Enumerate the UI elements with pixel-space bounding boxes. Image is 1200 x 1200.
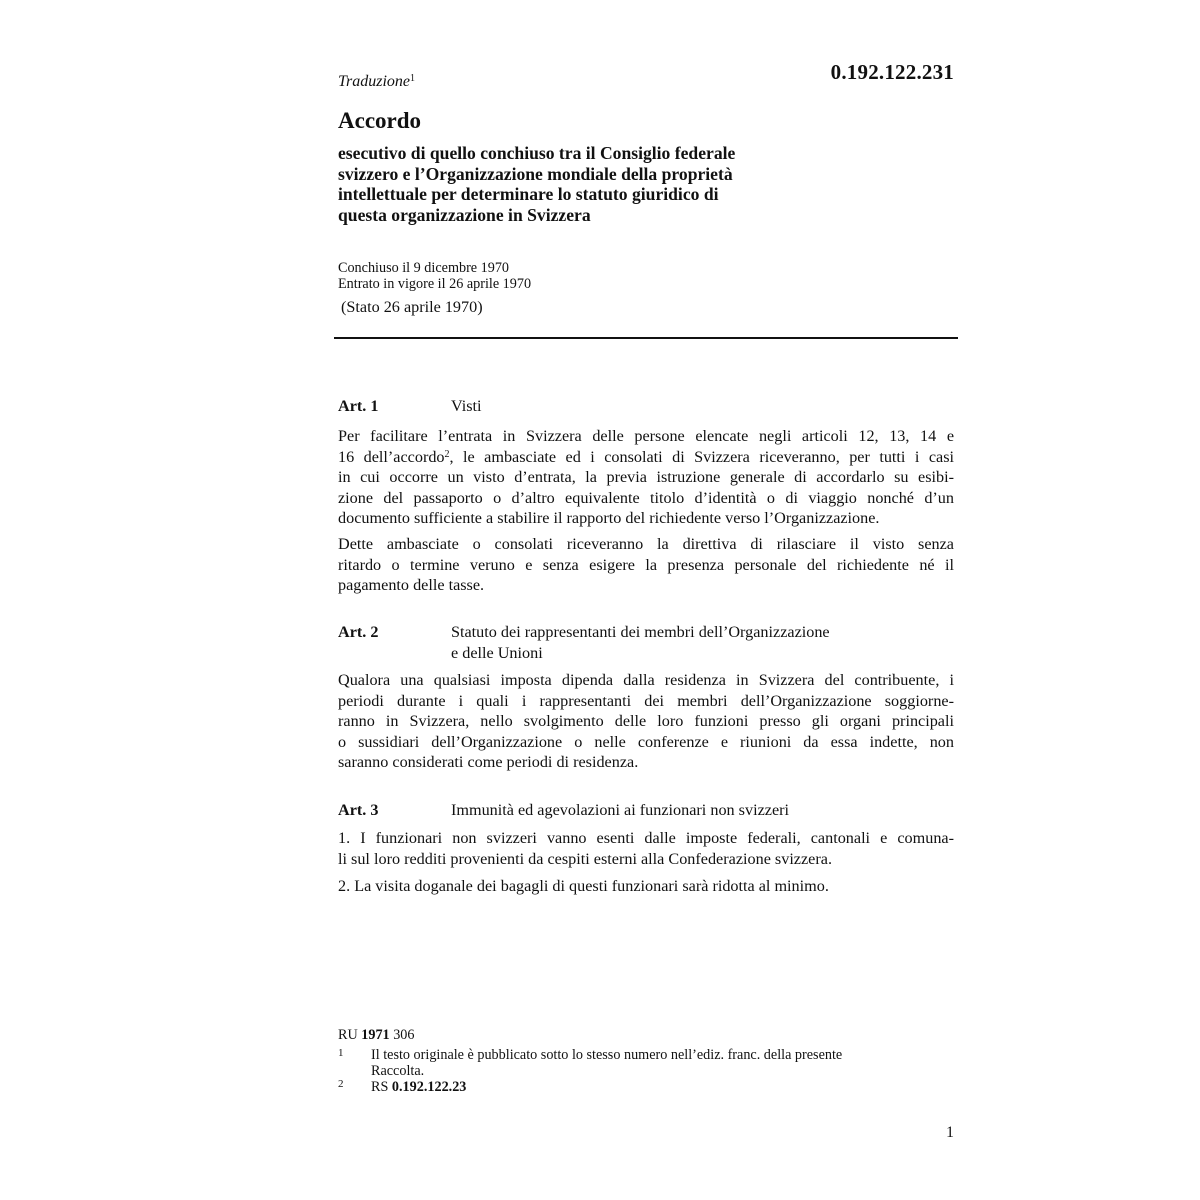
article-number: Art. 3 bbox=[338, 801, 379, 819]
footnote-number: 1 bbox=[338, 1047, 344, 1059]
text-line: li sul loro redditi provenienti da cespiti esterni alla Confederazione svizzera. bbox=[338, 849, 832, 868]
article-title: Immunità ed agevolazioni ai funzionari non svizzeri bbox=[451, 801, 790, 819]
article-title-line: Statuto dei rappresentanti dei membri dell’Organizzazione bbox=[451, 623, 830, 641]
footnote-line: Il testo originale è pubblicato sotto lo stesso numero nell’ediz. franc. della presente bbox=[371, 1047, 843, 1063]
text-line: zione del passaporto o d’altro equivalente titolo d’identità o di viaggio nonché d’un bbox=[338, 488, 954, 507]
article-title bbox=[451, 622, 891, 663]
subtitle-line: esecutivo di quello conchiuso tra il Consiglio federale bbox=[338, 143, 736, 163]
header-divider bbox=[334, 337, 958, 339]
text-line: ranno in Svizzera, nello svolgimento delle loro funzioni presso gli organi principali bbox=[338, 712, 954, 730]
status-date: (Stato 26 aprile 1970) bbox=[341, 298, 483, 316]
ru-page: 306 bbox=[393, 1027, 415, 1043]
footnote-2 bbox=[338, 1078, 954, 1096]
text-line: ritardo o termine veruno e senza esigere la presenza personale del richiedente né il bbox=[338, 555, 954, 574]
article-1-paragraph-1 bbox=[338, 426, 954, 529]
in-force-date: Entrato in vigore il 26 aprile 1970 bbox=[338, 276, 532, 292]
article-3-paragraph-1 bbox=[338, 828, 954, 869]
article-title: Visti bbox=[451, 397, 482, 415]
article-number: Art. 1 bbox=[338, 397, 379, 415]
document-title: Accordo bbox=[338, 108, 422, 133]
text-line: o sussidiari dell’Organizzazione o nelle conferenze e riunioni da essa indette, non bbox=[338, 732, 954, 751]
text-line: in cui occorre un visto d’entrata, la previa istruzione generale di accordarlo su esibi- bbox=[338, 468, 954, 486]
text-line: pagamento delle tasse. bbox=[338, 576, 485, 594]
footnote-marker-2[interactable]: 2 bbox=[444, 448, 450, 460]
footnote-text bbox=[371, 1048, 941, 1079]
footnote-text bbox=[371, 1080, 941, 1096]
subtitle-line: svizzero e l’Organizzazione mondiale della proprietà bbox=[338, 163, 733, 184]
article-3-paragraph-2 bbox=[338, 876, 954, 897]
text-line: documento sufficiente a stabilire il rapporto del richiedente verso l’Organizzazione. bbox=[338, 509, 880, 527]
dates-block bbox=[338, 260, 531, 292]
article-number: Art. 2 bbox=[338, 623, 379, 641]
concluded-date: Conchiuso il 9 dicembre 1970 bbox=[338, 260, 510, 276]
footnote-marker-1[interactable]: 1 bbox=[410, 73, 416, 84]
document-subtitle bbox=[338, 143, 808, 225]
official-compilation-reference bbox=[338, 1028, 954, 1044]
translation-label bbox=[338, 73, 415, 91]
ru-prefix: RU bbox=[338, 1027, 358, 1043]
text-fragment: 16 dell’accordo bbox=[338, 447, 445, 466]
footnote-number: 2 bbox=[338, 1078, 344, 1090]
text-line: Per facilitare l’entrata in Svizzera delle persone elencate negli articoli 12, 13, 14 e bbox=[338, 427, 954, 445]
text-line: Qualora una qualsiasi imposta dipenda dalla residenza in Svizzera del contribuente, i bbox=[338, 671, 954, 689]
text-line bbox=[338, 447, 954, 468]
text-line: 1. I funzionari non svizzeri vanno esenti dalle imposte federali, cantonali e comuna- bbox=[338, 829, 954, 847]
page-number: 1 bbox=[946, 1124, 954, 1141]
text-line: periodi durante i quali i rappresentanti dei membri dell’Organizzazione soggiorne- bbox=[338, 691, 954, 710]
text-line: Dette ambasciate o consolati riceveranno la direttiva di rilasciare il visto senza bbox=[338, 535, 954, 553]
footnote-link-rs[interactable]: 0.192.122.23 bbox=[391, 1079, 467, 1095]
subtitle-line: intellettuale per determinare lo statuto giuridico di bbox=[338, 184, 719, 204]
footnote-prefix: RS bbox=[371, 1079, 389, 1095]
subtitle-line: questa organizzazione in Svizzera bbox=[338, 204, 591, 225]
article-1-paragraph-2 bbox=[338, 534, 954, 596]
text-fragment: , le ambasciate ed i consolati di Svizzera riceveranno, per tutti i casi bbox=[449, 447, 954, 466]
footnote-1 bbox=[338, 1047, 954, 1081]
article-title-line: e delle Unioni bbox=[451, 643, 543, 662]
text-line: 2. La visita doganale dei bagagli di questi funzionari sarà ridotta al minimo. bbox=[338, 877, 829, 895]
translation-label-text: Traduzione bbox=[338, 73, 411, 90]
document-reference-number: 0.192.122.231 bbox=[830, 60, 954, 84]
text-line: saranno considerati come periodi di residenza. bbox=[338, 753, 639, 771]
article-2-paragraph-1 bbox=[338, 670, 954, 773]
ru-year: 1971 bbox=[361, 1027, 390, 1043]
footnote-line: Raccolta. bbox=[371, 1062, 425, 1079]
